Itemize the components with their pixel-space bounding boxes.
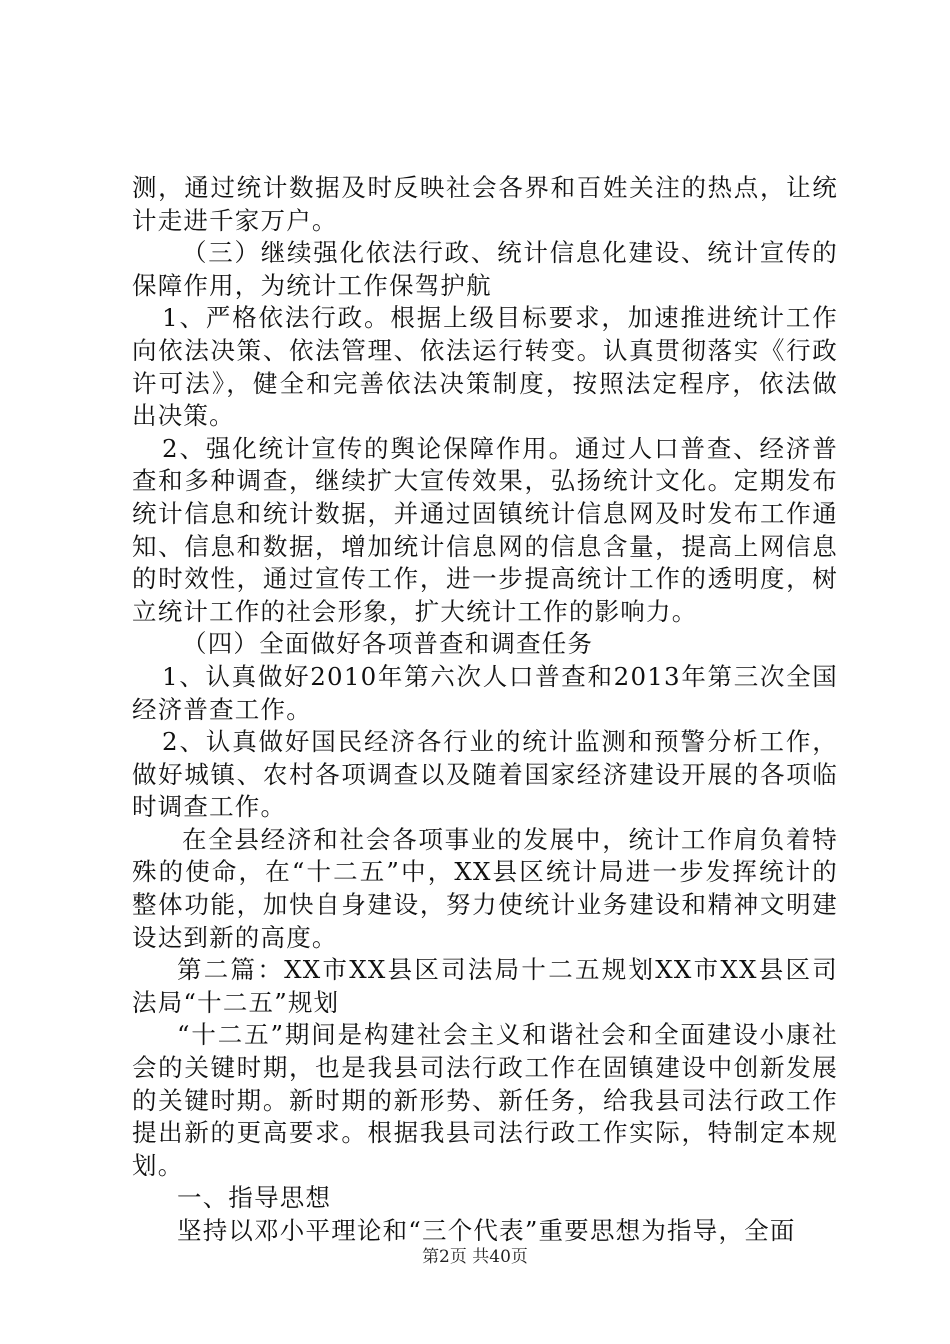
paragraph-monitoring: 2、认真做好国民经济各行业的统计监测和预警分析工作，做好城镇、农村各项调查以及随着国家经济建设开展的各项临时调查工作。 xyxy=(132,727,838,822)
paragraph-law-administration: 1、严格依法行政。根据上级目标要求，加速推进统计工作向依法决策、依法管理、依法运行转变。认真贯彻落实《行政许可法》，健全和完善依法决策制度，按照法定程序，依法做出决策。 xyxy=(132,303,838,431)
page-footer: 第2页 共40页 xyxy=(422,1247,528,1267)
section-heading-3: （三）继续强化依法行政、统计信息化建设、统计宣传的保障作用，为统计工作保驾护航 xyxy=(132,238,838,300)
section-heading-guiding-thought: 一、指导思想 xyxy=(177,1183,332,1213)
paragraph-conclusion: 在全县经济和社会各项事业的发展中，统计工作肩负着特殊的使命，在“十二五”中，XX县区统计局进一步发挥统计的整体功能，加快自身建设，努力使统计业务建设和精神文明建设达到新的高度。 xyxy=(132,824,838,952)
paragraph-intro: “十二五”期间是构建社会主义和谐社会和全面建设小康社会的关键时期，也是我县司法行政工作在固镇建设中创新发展的关键时期。新时期的新形势、新任务，给我县司法行政工作提出新的更高要求。根据我县司法行政工作实际，特制定本规划。 xyxy=(132,1020,838,1180)
paragraph-guiding-thought: 坚持以邓小平理论和“三个代表”重要思想为指导，全面 xyxy=(177,1216,796,1245)
section-heading-4: （四）全面做好各项普查和调查任务 xyxy=(182,629,594,659)
chapter-title-2: 第二篇：XX市XX县区司法局十二五规划XX市XX县区司法局“十二五”规划 xyxy=(132,955,838,1017)
paragraph-census: 1、认真做好2010年第六次人口普查和2013年第三次全国经济普查工作。 xyxy=(132,661,838,724)
paragraph-1: 测，通过统计数据及时反映社会各界和百姓关注的热点，让统计走进千家万户。 xyxy=(132,173,838,235)
document-body xyxy=(132,172,838,1248)
paragraph-publicity: 2、强化统计宣传的舆论保障作用。通过人口普查、经济普查和多种调查，继续扩大宣传效果，弘扬统计文化。定期发布统计信息和统计数据，并通过固镇统计信息网及时发布工作通知、信息和数据，增加统计信息网的信息含量，提高上网信息的时效性，通过宣传工作，进一步提高统计工作的透明度，树立统计工作的社会形象，扩大统计工作的影响力。 xyxy=(132,433,838,626)
